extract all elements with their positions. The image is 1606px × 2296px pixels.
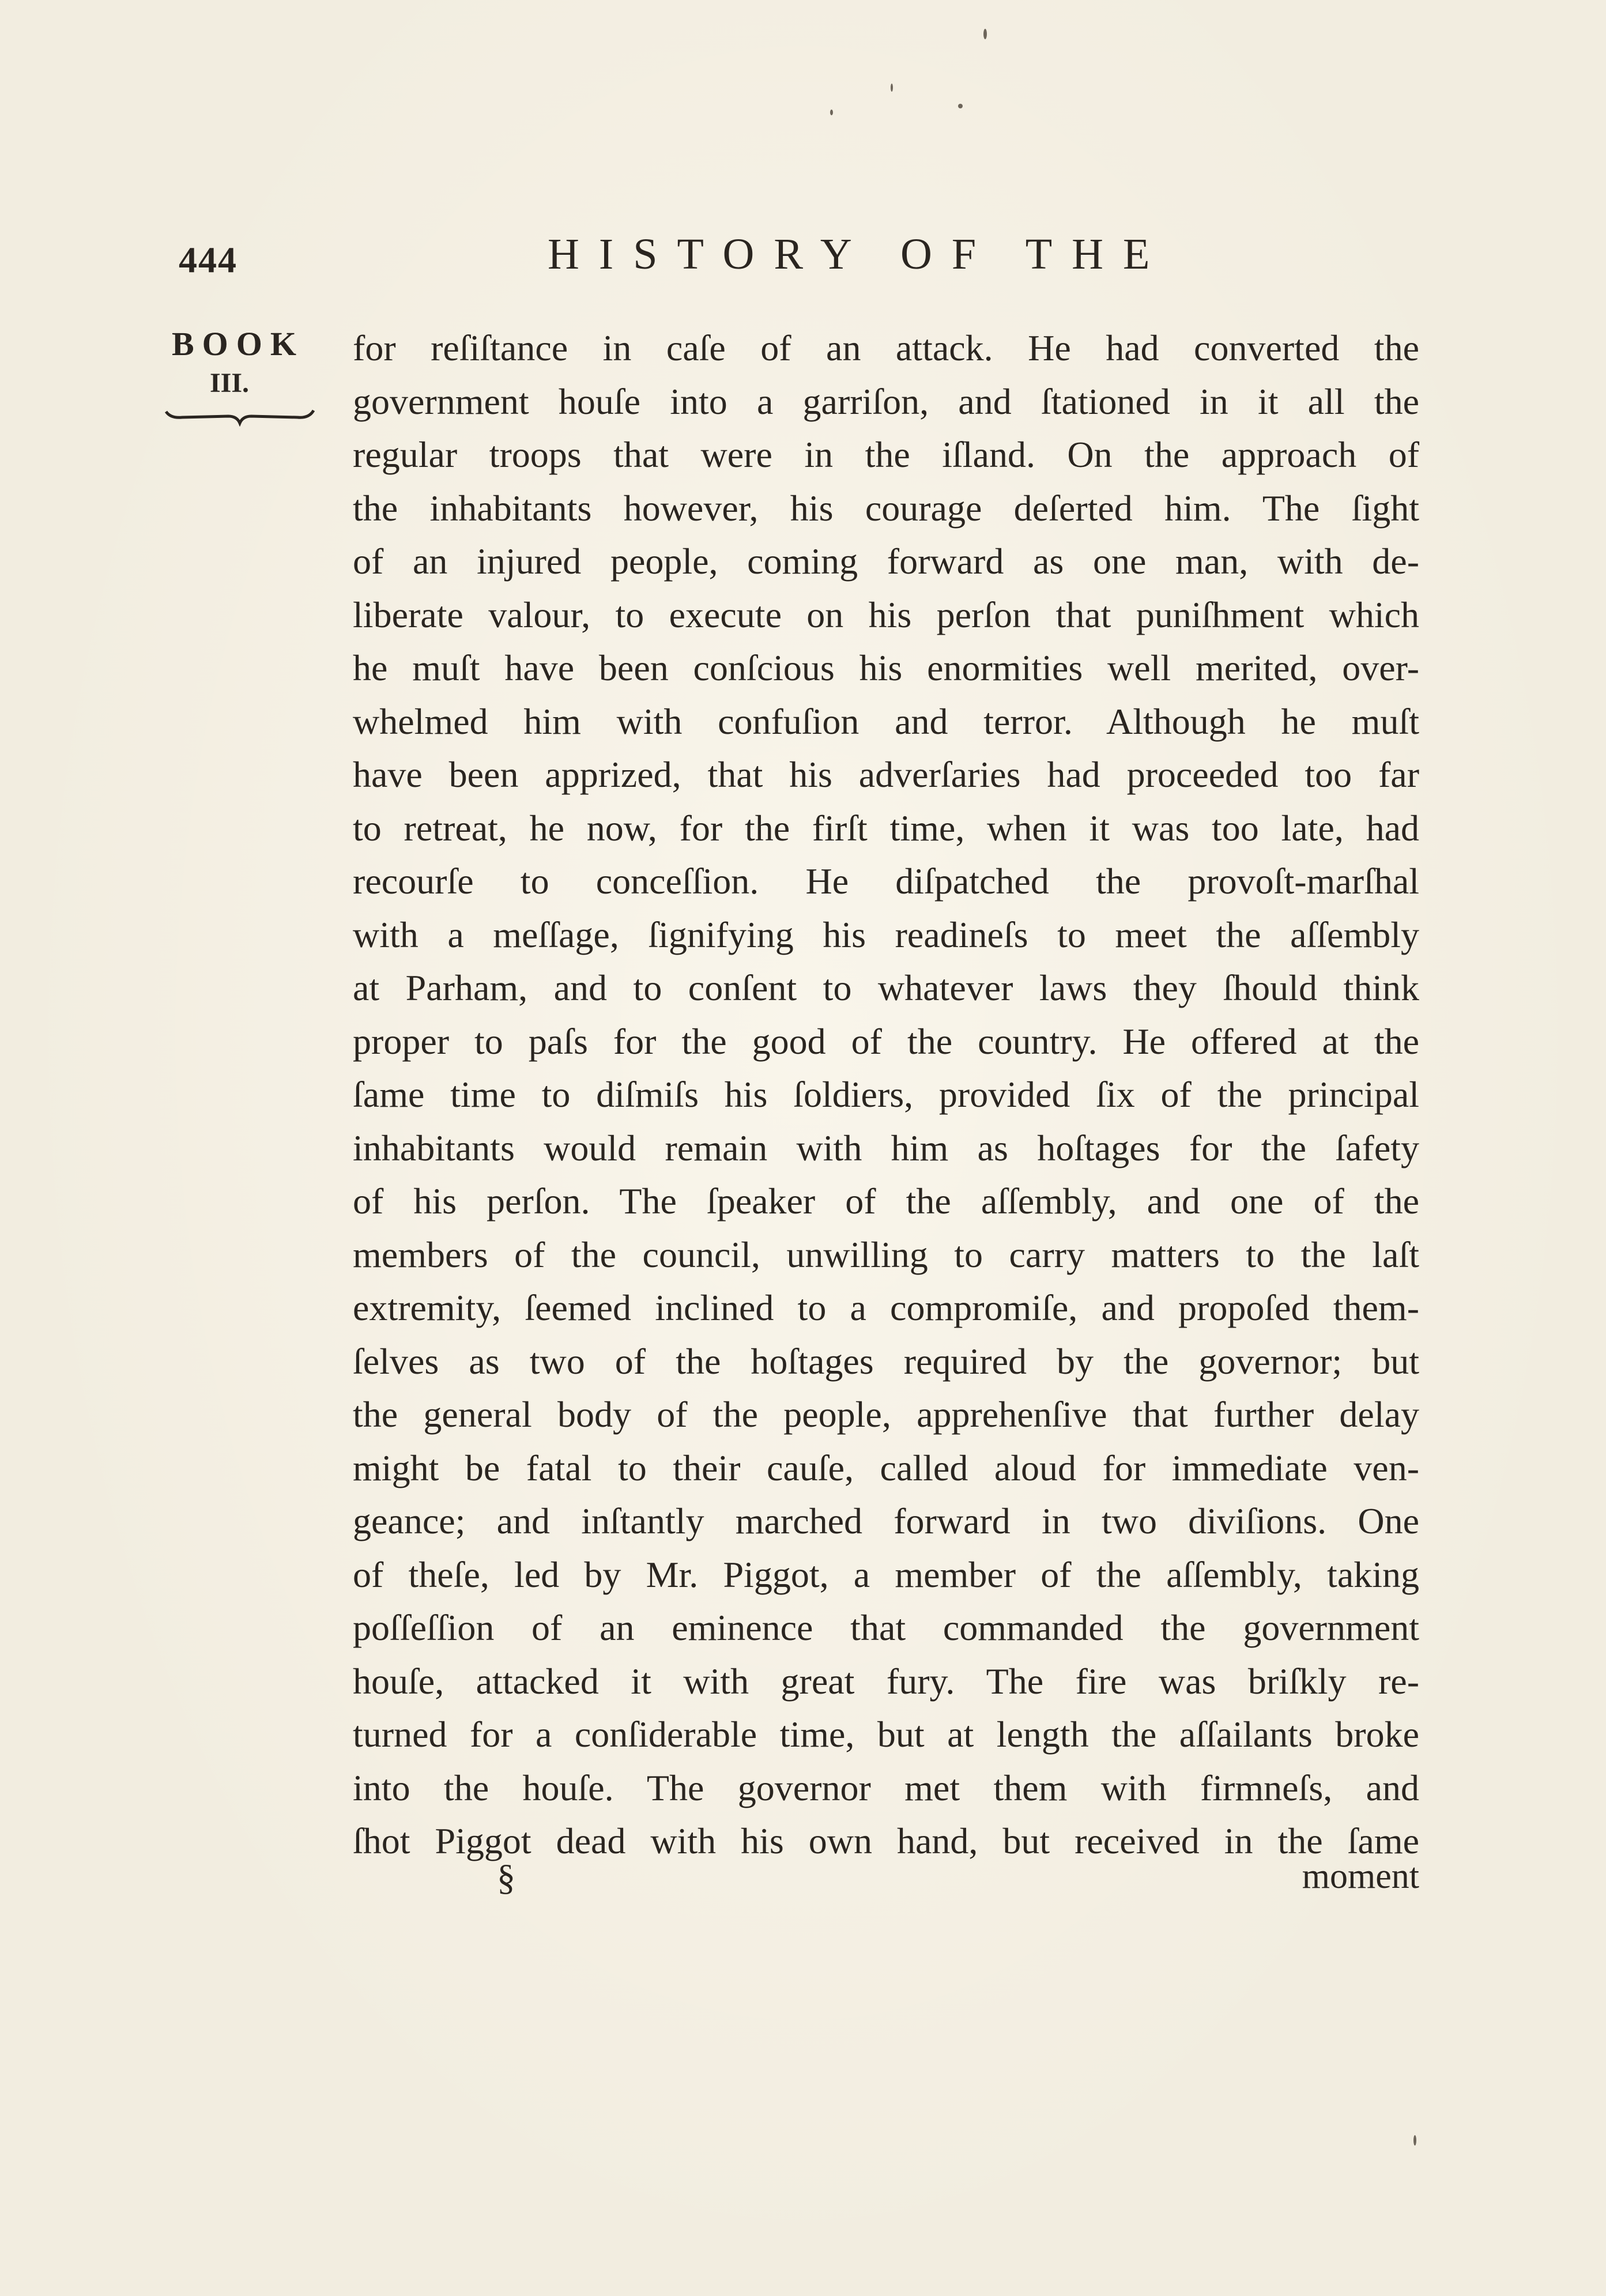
text-line: have been apprized, that his adverſaries had proceeded too far [353,754,1419,795]
text-line: at Parham, and to conſent to whatever laws they ſhould think [353,967,1419,1008]
text-line: of theſe, led by Mr. Piggot, a member of the aſſembly, taking [353,1554,1419,1595]
text-line: geance; and inſtantly marched forward in two diviſions. One [353,1500,1419,1541]
margin-book-number: III. [209,368,250,398]
margin-book-label [172,324,327,427]
text-line: the inhabitants however, his courage deſerted him. The ſight [353,487,1419,529]
text-line: ſame time to diſmiſs his ſoldiers, provided ſix of the principal [353,1074,1419,1115]
running-head [173,229,1268,293]
paper-speck [830,110,833,115]
text-line: he muſt have been conſcious his enormities well merited, over- [353,647,1419,688]
text-line: into the houſe. The governor met them with firmneſs, and [353,1767,1419,1808]
text-line: poſſeſſion of an eminence that commanded the government [353,1607,1419,1648]
margin-book-word: BOOK [172,325,305,363]
text-line: of an injured people, coming forward as one man, with de- [353,541,1419,582]
text-line: whelmed him with confuſion and terror. Although he muſt [353,700,1419,742]
text-line: to retreat, he now, for the firſt time, when it was too late, had [353,807,1419,849]
text-line: government houſe into a garriſon, and ſtationed in it all the [353,380,1419,422]
text-line: proper to paſs for the good of the country. He offered at the [353,1020,1419,1062]
margin-brace-icon [165,406,315,427]
text-line: regular troops that were in the iſland. On the approach of [353,434,1419,475]
text-line: ſhot Piggot dead with his own hand, but received in the ſame [353,1820,1419,1861]
text-line: of his perſon. The ſpeaker of the aſſembly, and one of the [353,1181,1419,1221]
body-text [353,322,1419,1868]
paper-speck [891,84,893,92]
paper-speck [958,104,963,108]
text-line: might be fatal to their cauſe, called aloud for immediate ven- [353,1447,1419,1488]
text-line: members of the council, unwilling to carry matters to the laſt [353,1234,1419,1275]
text-line: turned for a conſiderable time, but at length the aſſailants broke [353,1714,1419,1755]
text-line: for reſiſtance in caſe of an attack. He had converted the [353,327,1419,368]
text-line: liberate valour, to execute on his perſon that puniſhment which [353,594,1419,635]
page-footer [353,1856,1419,1908]
text-line: extremity, ſeemed inclined to a compromiſe, and propoſed them- [353,1287,1419,1328]
text-line: ſelves as two of the hoſtages required by the governor; but [353,1340,1419,1382]
text-line: houſe, attacked it with great fury. The fire was briſkly re- [353,1660,1419,1702]
catchword: moment [1302,1857,1419,1896]
page-number: 444 [179,239,237,280]
text-line: the general body of the people, apprehenſive that further delay [353,1394,1419,1435]
text-line: inhabitants would remain with him as hoſtages for the ſafety [353,1127,1419,1168]
text-line: with a meſſage, ſignifying his readineſs to meet the aſſembly [353,914,1419,955]
signature-mark: § [497,1857,515,1898]
text-line: recourſe to conceſſion. He diſpatched the provoſt-marſhal [353,861,1419,902]
running-title: HISTORY OF THE [548,230,1170,278]
paper-speck [983,29,987,39]
paper-speck [1413,2135,1416,2146]
